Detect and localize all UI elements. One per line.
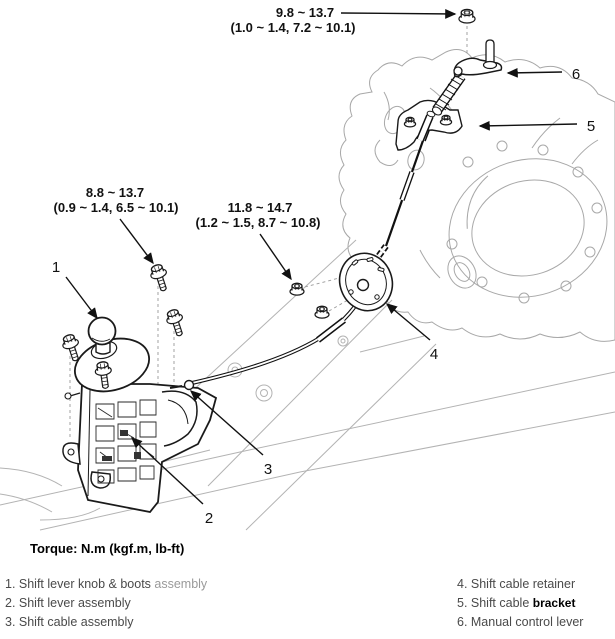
torque-spec-left-line2: (0.9 ~ 1.4, 6.5 ~ 10.1)	[53, 200, 179, 215]
legend-left-column	[5, 575, 207, 632]
callout-arrow-6	[508, 72, 562, 73]
legend-item-5-suffix: bracket	[532, 596, 576, 610]
spec-arrow-left	[120, 219, 153, 263]
torque-spec-top-line1: 9.8 ~ 13.7	[275, 5, 335, 20]
legend-item-2: 2. Shift lever assembly	[5, 596, 131, 610]
legend-item-3: 3. Shift cable assembly	[5, 615, 134, 629]
bolt-icon	[148, 263, 171, 293]
shift-lever-base	[63, 381, 216, 513]
spec-arrow-top	[341, 13, 455, 14]
nut-icon	[459, 9, 475, 23]
legend-item-4: 4. Shift cable retainer	[457, 577, 576, 591]
shift-cable-bracket	[396, 100, 462, 150]
bracket-bolt-icon	[404, 117, 415, 127]
torque-spec-middle-line2: (1.2 ~ 1.5, 8.7 ~ 10.8)	[195, 215, 321, 230]
legend-item-6: 6. Manual control lever	[457, 615, 584, 629]
nut-icon	[315, 306, 329, 318]
torque-units-note: Torque: N.m (kgf.m, lb-ft)	[30, 541, 185, 556]
callout-arrow-1	[66, 277, 97, 318]
callout-1-label: 1	[51, 259, 61, 276]
callout-5-label: 5	[586, 118, 596, 135]
bolt-icon	[164, 308, 187, 338]
legend-right-column	[457, 575, 583, 632]
shift-lever-assembly	[63, 318, 216, 513]
callout-4-label: 4	[429, 346, 439, 363]
legend-item-1: 1. Shift lever knob & boots assembly	[5, 577, 208, 591]
torque-spec-top-line2: (1.0 ~ 1.4, 7.2 ~ 10.1)	[230, 20, 356, 35]
legend-item-1-suffix: assembly	[154, 577, 208, 591]
callout-arrow-4	[387, 304, 430, 340]
callout-6-label: 6	[571, 66, 581, 83]
nut-icon	[290, 283, 304, 295]
manual-control-lever	[431, 40, 502, 117]
torque-spec-left-line1: 8.8 ~ 13.7	[85, 185, 145, 200]
bracket-bolt-icon	[440, 115, 451, 125]
callout-3-label: 3	[263, 461, 273, 478]
spec-arrow-middle	[260, 234, 291, 279]
torque-spec-middle-line1: 11.8 ~ 14.7	[227, 200, 293, 215]
callout-arrow-5	[480, 124, 577, 126]
callout-2-label: 2	[204, 510, 214, 527]
legend-item-5: 5. Shift cable bracket	[457, 596, 576, 610]
